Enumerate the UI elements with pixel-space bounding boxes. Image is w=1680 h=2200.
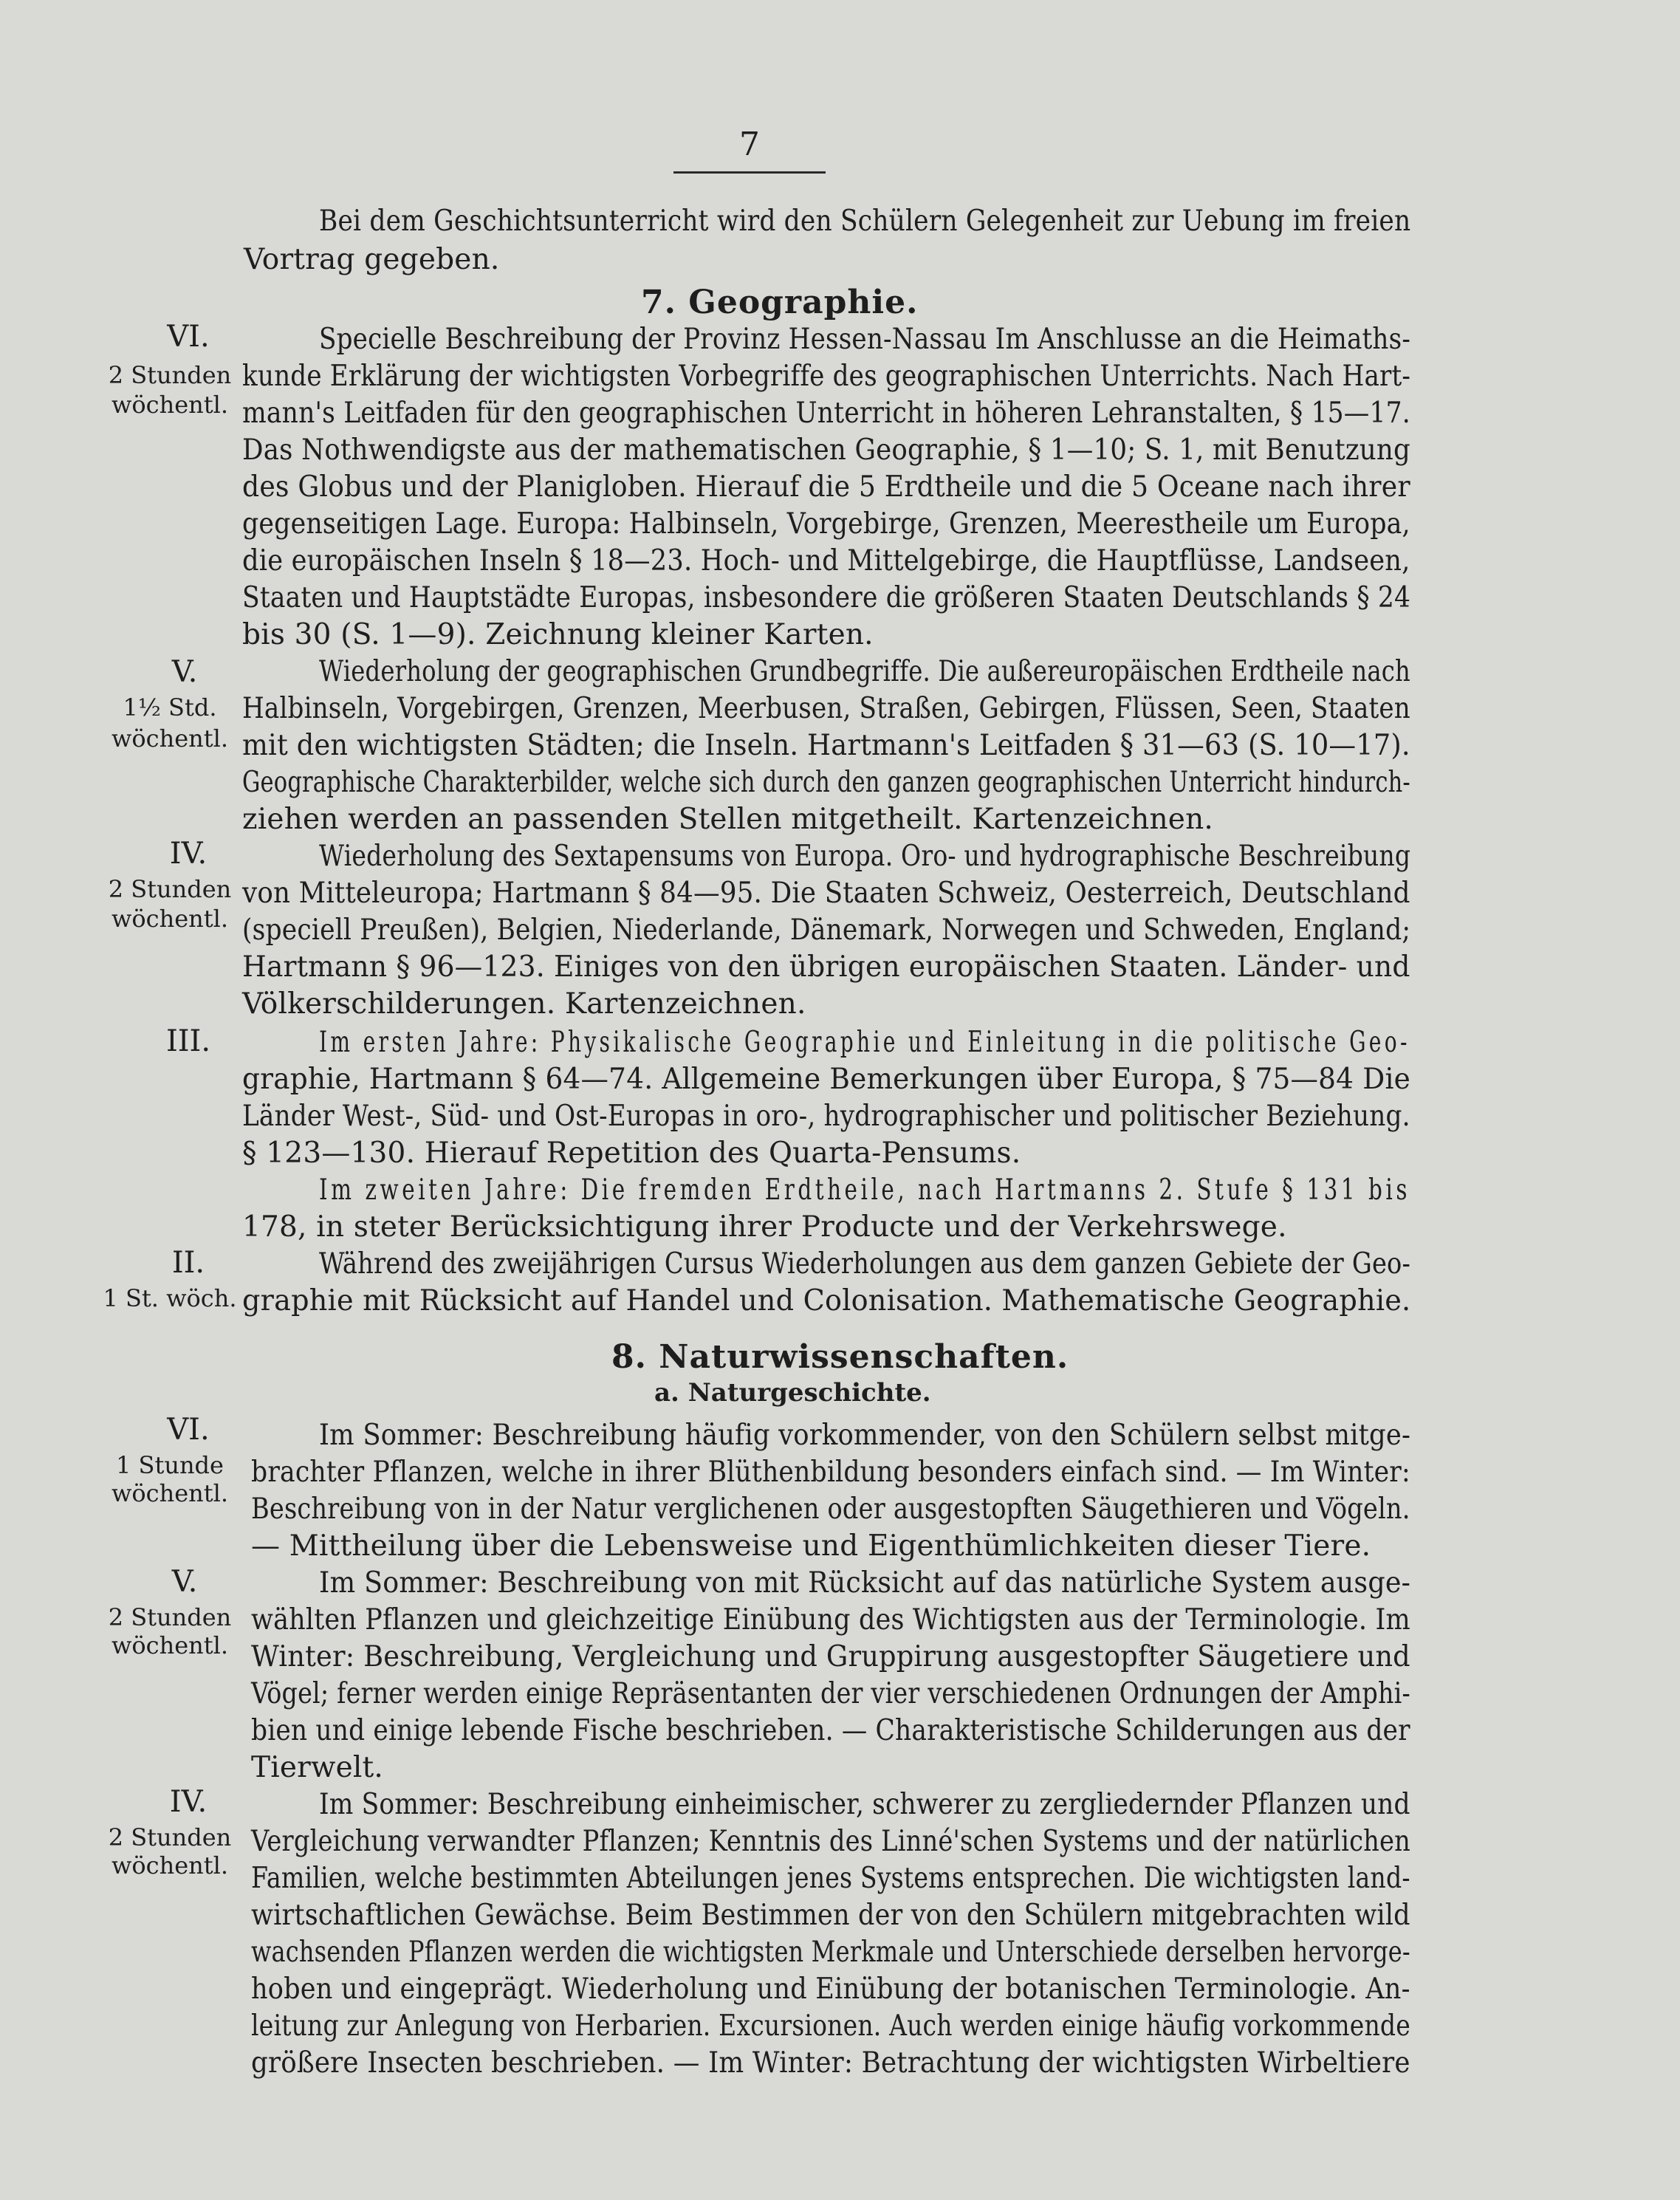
text-line: mann's Leitfaden für den geographischen Unterricht in höheren Lehranstalten, § 15—17. [242, 397, 1410, 430]
text-line: kunde Erklärung der wichtigsten Vorbegriffe des geographischen Unterrichts. Nach Hart- [242, 360, 1411, 393]
text-line: Staaten und Hauptstädte Europas, insbesondere die größeren Staaten Deutschlands § 24 [242, 581, 1411, 614]
text-line: Wiederholung des Sextapensums von Europa. Oro- und hydrographische Beschreibung [319, 840, 1411, 873]
margin-hours: 1½ Std. [123, 693, 217, 722]
text-line: leitung zur Anlegung von Herbarien. Excursionen. Auch werden einige häufig vorkommende [251, 2009, 1410, 2043]
text-line: Halbinseln, Vorgebirgen, Grenzen, Meerbusen, Straßen, Gebirgen, Flüssen, Seen, Staaten [242, 692, 1410, 725]
text-line: Im Sommer: Beschreibung von mit Rücksicht auf das natürliche System ausge- [319, 1566, 1411, 1600]
text-line: bis 30 (S. 1—9). Zeichnung kleiner Karten. [242, 618, 874, 651]
margin-weekly: wöchentl. [112, 724, 228, 753]
margin-weekly: wöchentl. [112, 1631, 228, 1659]
text-line: Winter: Beschreibung, Vergleichung und Gruppirung ausgestopfter Säugetiere und [251, 1640, 1410, 1673]
text-line: graphie, Hartmann § 64—74. Allgemeine Bemerkungen über Europa, § 75—84 Die [242, 1063, 1411, 1096]
intro-line: Bei dem Geschichtsunterricht wird den Schülern Gelegenheit zur Uebung im freien [319, 205, 1411, 238]
text-line: Völkerschilderungen. Kartenzeichnen. [242, 987, 806, 1021]
text-line: brachter Pflanzen, welche in ihrer Blüthenbildung besonders einfach sind. — Im Winter: [251, 1456, 1410, 1489]
margin-hours: 2 Stunden [108, 1823, 232, 1851]
margin-class: IV. [169, 1785, 208, 1819]
text-line: Geographische Charakterbilder, welche sich durch den ganzen geographischen Unterricht hindurch- [242, 766, 1410, 799]
text-line: Vergleichung verwandter Pflanzen; Kenntnis des Linné'schen Systems und der natürlichen [251, 1825, 1411, 1858]
page-number: 7 [739, 126, 760, 163]
text-line: — Mittheilung über die Lebensweise und Eigenthümlichkeiten dieser Tiere. [251, 1529, 1371, 1563]
text-line: Hartmann § 96—123. Einiges von den übrigen europäischen Staaten. Länder- und [242, 950, 1410, 984]
text-line: wirtschaftlichen Gewächse. Beim Bestimmen der von den Schülern mitgebrachten wild [251, 1899, 1410, 1932]
text-line: hoben und eingeprägt. Wiederholung und Einübung der botanischen Terminologie. An- [251, 1973, 1410, 2006]
text-line: Im zweiten Jahre: Die fremden Erdtheile, nach Hartmanns 2. Stufe § 131 bis [319, 1173, 1411, 1207]
text-line: Specielle Beschreibung der Provinz Hessen-Nassau Im Anschlusse an die Heimaths- [319, 323, 1411, 356]
text-line: Im Sommer: Beschreibung einheimischer, schwerer zu zergliedernder Pflanzen und [319, 1788, 1410, 1821]
text-line: graphie mit Rücksicht auf Handel und Colonisation. Mathematische Geographie. [242, 1284, 1411, 1317]
margin-class: V. [171, 1565, 198, 1599]
text-line: Länder West-, Süd- und Ost-Europas in oro-, hydrographischer und politischer Beziehung. [242, 1100, 1410, 1133]
margin-class: VI. [167, 1413, 210, 1447]
text-line: ziehen werden an passenden Stellen mitgetheilt. Kartenzeichnen. [242, 803, 1213, 836]
margin-class: II. [171, 1246, 205, 1280]
margin-hours: 1 St. wöch. [103, 1284, 237, 1312]
text-line: (speciell Preußen), Belgien, Niederlande, Dänemark, Norwegen und Schweden, England; [242, 914, 1411, 947]
margin-weekly: wöchentl. [112, 905, 228, 933]
text-line: mit den wichtigsten Städten; die Inseln. Hartmann's Leitfaden § 31—63 (S. 10—17). [242, 729, 1410, 762]
margin-hours: 2 Stunden [108, 875, 232, 903]
section-heading-naturwissenschaften: 8. Naturwissenschaften. [611, 1338, 1069, 1376]
text-line: des Globus und der Planigloben. Hierauf die 5 Erdtheile und die 5 Oceane nach ihrer [242, 470, 1410, 504]
text-line: gegenseitigen Lage. Europa: Halbinseln, Vorgebirge, Grenzen, Meerestheile um Europa, [242, 507, 1410, 541]
margin-weekly: wöchentl. [112, 1479, 228, 1507]
text-line: 178, in steter Berücksichtigung ihrer Producte und der Verkehrswege. [242, 1210, 1287, 1244]
text-line: von Mitteleuropa; Hartmann § 84—95. Die Staaten Schweiz, Oesterreich, Deutschland [242, 877, 1410, 910]
text-line: Im Sommer: Beschreibung häufig vorkommender, von den Schülern selbst mitge- [319, 1419, 1411, 1452]
text-line: Wiederholung der geographischen Grundbegriffe. Die außereuropäischen Erdtheile nach [319, 655, 1410, 688]
margin-hours: 2 Stunden [108, 1603, 232, 1631]
margin-class: V. [171, 655, 198, 689]
intro-line: Vortrag gegeben. [244, 243, 500, 276]
subsection-heading-naturgeschichte: a. Naturgeschichte. [654, 1378, 931, 1408]
text-line: wählten Pflanzen und gleichzeitige Einübung des Wichtigsten aus der Terminologie. Im [251, 1603, 1410, 1637]
text-line: Im ersten Jahre: Physikalische Geographie und Einleitung in die politische Geo- [319, 1026, 1410, 1059]
margin-class: IV. [169, 837, 208, 871]
page-number-rule [673, 171, 826, 174]
section-heading-geographie: 7. Geographie. [641, 284, 919, 321]
text-line: Tierwelt. [251, 1751, 384, 1784]
margin-weekly: wöchentl. [112, 1851, 228, 1879]
text-line: Familien, welche bestimmten Abteilungen jenes Systems entsprechen. Die wichtigsten land- [251, 1862, 1410, 1895]
margin-class: III. [165, 1024, 211, 1058]
text-line: größere Insecten beschrieben. — Im Winter: Betrachtung der wichtigsten Wirbeltiere [251, 2046, 1410, 2080]
margin-hours: 1 Stunde [116, 1451, 224, 1479]
text-line: bien und einige lebende Fische beschrieben. — Charakteristische Schilderungen aus der [251, 1714, 1410, 1747]
margin-weekly: wöchentl. [112, 391, 228, 419]
text-line: wachsenden Pflanzen werden die wichtigsten Merkmale und Unterschiede derselben hervorge- [251, 1936, 1410, 1969]
text-line: Beschreibung von in der Natur verglichenen oder ausgestopften Säugethieren und Vögeln. [251, 1493, 1410, 1526]
margin-hours: 2 Stunden [108, 361, 232, 389]
text-line: Das Nothwendigste aus der mathematischen Geographie, § 1—10; S. 1, mit Benutzung [242, 434, 1410, 467]
text-line: § 123—130. Hierauf Repetition des Quarta-Pensums. [242, 1137, 1021, 1170]
text-line: Vögel; ferner werden einige Repräsentanten der vier verschiedenen Ordnungen der Amphi- [251, 1677, 1410, 1710]
text-line: Während des zweijährigen Cursus Wiederholungen aus dem ganzen Gebiete der Geo- [319, 1247, 1411, 1281]
margin-class: VI. [167, 320, 210, 354]
text-line: die europäischen Inseln § 18—23. Hoch- und Mittelgebirge, die Hauptflüsse, Landseen, [242, 544, 1410, 578]
